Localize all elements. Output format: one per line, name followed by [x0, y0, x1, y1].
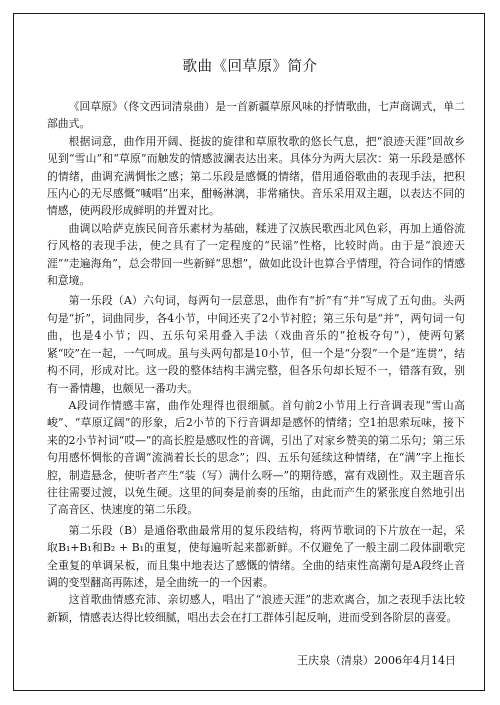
paragraph-style: 曲调以哈萨克族民间音乐素材为基础，糅进了汉族民歌西北风色彩，再加上通俗流行风格的表现手法，使之具有了一定程度的“民谣”性格，比较时尚。由于是“浪迹天涯”“走遍海角”，总会带回一些新鲜“思想”，做如此设计也算合乎情理，符合词作的情感和意境。 — [47, 221, 465, 288]
document-title: 歌曲《回草原》简介 — [182, 59, 318, 75]
paragraph-structure: 根据词意，曲作用开阔、挺拔的旋律和草原牧歌的悠长气息，把“浪迹天涯”回故乡见到“雪山”和“草原”而触发的情感波澜表达出来。具体分为两大层次：第一乐段是感怀的情绪，曲调充满惆怅之感；第二乐段是感慨的情绪，借用通俗歌曲的表现手法，把积压内心的无尽感慨“喊唱”出来，酣畅淋漓，非常痛快。音乐采用双主题，以表达不同的情感，使两段形成鲜明的并置对比。 — [47, 134, 465, 218]
paragraph-intro: 《回草原》（佟文西词清泉曲）是一首新疆草原风味的抒情歌曲，七声商调式，单二部曲式。 — [47, 100, 465, 131]
author-signature: 王庆泉（清泉）2006年4月14日 — [297, 654, 456, 667]
paragraph-section-a-detail: A段词作情感丰富，曲作处理得也很细腻。首句前2小节用上行音调表现“雪山高峻”、“草原辽阔”的形象，后2小节的下行音调却是感怀的情绪；空1拍思索玩味，接下来的2小节衬词“哎—”的高长腔是感叹性的音调，引出了对家乡赞美的第二乐句；第三乐句用感怀惆怅的音调“流淌着长长的思念”；四、五乐句延续这种情绪，在“满”字上拖长腔，制造悬念，使听者产生“装（写）满什么呀—”的期待感，富有戏剧性。双主题音乐往往需要过渡，以免生硬。这里的间奏是前奏的压缩，由此而产生的紧张度自然地引出了高音区、快速度的第二乐段。 — [47, 398, 465, 517]
paragraph-section-a: 第一乐段（A）六句词，每两句一层意思，曲作有“折”有“并”写成了五句曲。头两句是“折”，词曲同步，各4小节，中间还夹了2小节衬腔；第三乐句是“并”，两句词一句曲，也是4小节；四、五乐句采用叠入手法（戏曲音乐的“抢板夺句”），使两句紧紧“咬”在一起，一气呵成。虽与头两句都是10小节，但一个是“分裂”一个是“连贯”，结构不同，形成对比。这一段的整体结构丰满完整，但各乐句却长短不一，错落有致，别有一番情趣，也颇见一番功夫。 — [47, 294, 465, 395]
document-body — [47, 98, 465, 626]
paragraph-conclusion: 这首歌曲情感充沛、亲切感人，唱出了“浪迹天涯”的悲欢离合，加之表现手法比较新颖，情感表达得比较细腻，唱出去会在打工群体引起反响，进而受到各阶层的喜爱。 — [47, 593, 465, 624]
paragraph-section-b: 第二乐段（B）是通俗歌曲最常用的复乐段结构，将两节歌词的下片放在一起，采取B₁+B₁和B₂ + B₁的重复，使每遍听起来都新鲜。不仅避免了一般主副二段体副歌完全重复的单调呆板，而且集中地表达了感慨的情绪。全曲的结束性高潮句是A段终止音调的变型翻高再陈述，是全曲统一的一个因素。 — [47, 523, 465, 589]
